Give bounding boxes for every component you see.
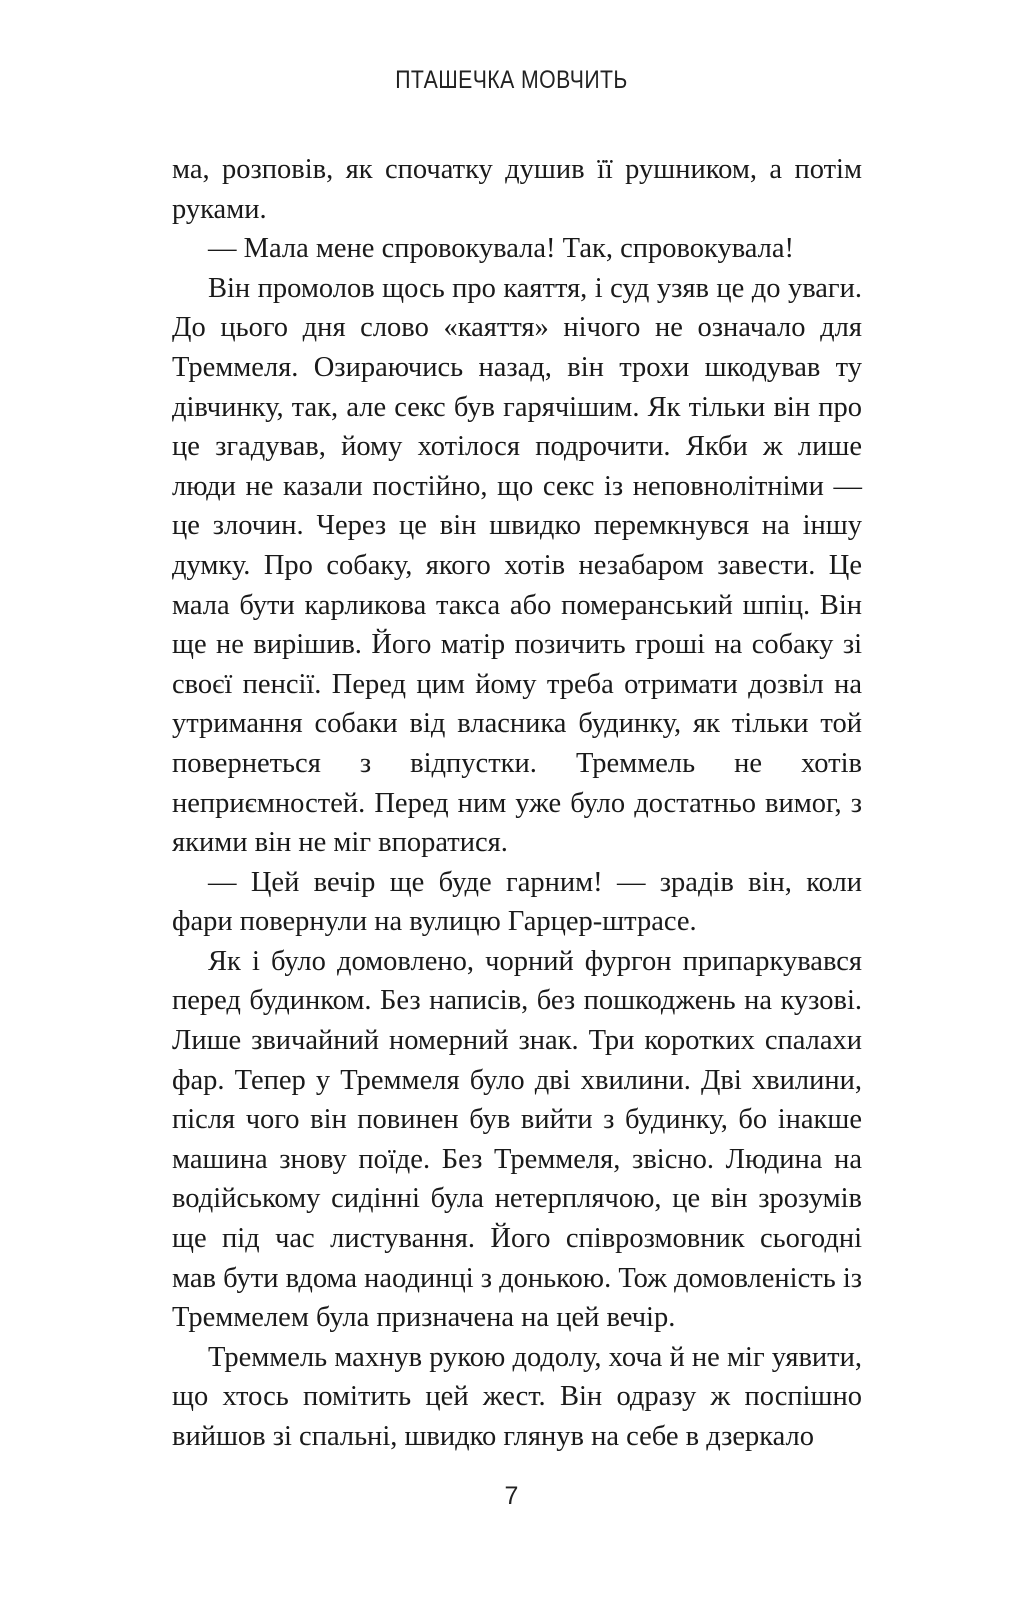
running-title: ПТАШЕЧКА МОВЧИТЬ	[395, 66, 628, 94]
page-number: 7	[504, 1482, 519, 1510]
body-text	[172, 150, 862, 1457]
paragraph-6: Треммель махнув рукою додолу, хоча й не міг уявити, що хтось помітить цей жест. Він одразу ж поспішно вийшов зі спальні, швидко глянув на себе в дзеркало	[172, 1341, 862, 1452]
paragraph-5: Як і було домовлено, чорний фургон припаркувався перед будинком. Без написів, без пошкоджень на кузові. Лише звичайний номерний знак. Три коротких спалахи фар. Тепер у Треммеля було дві хвилини. Дві хвилини, після чого він повинен був вийти з будинку, бо інакше машина знову поїде. Без Треммеля, звісно. Людина на водійському сидінні була нетерплячою, це він зрозумів ще під час листування. Його співрозмовник сьогодні мав бути вдома наодинці з донькою. Тож домовленість із Треммелем була призначена на цей вечір.	[172, 945, 862, 1334]
paragraph-1: ма, розповів, як спочатку душив її рушником, а потім руками.	[172, 154, 862, 225]
paragraph-2: — Мала мене спровокувала! Так, спровокувала!	[208, 233, 795, 265]
paragraph-4: — Цей вечір ще буде гарним! — зрадів він, коли фари повернули на вулицю Гарцер-штрасе.	[172, 866, 862, 938]
paragraph-3: Він промолов щось про каяття, і суд узяв це до уваги. До цього дня слово «каяття» нічого не означало для Треммеля. Озираючись назад, він трохи шкодував ту дівчинку, так, але секс був гарячішим. Як тільки він про це згадував, йому хотілося подрочити. Якби ж лише люди не казали постійно, що секс із неповнолітніми — це злочин. Через це він швидко перемкнувся на іншу думку. Про собаку, якого хотів незабаром завести. Це мала бути карликова такса або померанський шпіц. Він ще не вирішив. Його матір позичить гроші на собаку зі своєї пенсії. Перед цим йому треба отримати дозвіл на утримання собаки від власника будинку, як тільки той повернеться з відпустки. Треммель не хотів неприємностей. Перед ним уже було достатньо вимог, з якими він не міг впоратися.	[172, 272, 862, 859]
